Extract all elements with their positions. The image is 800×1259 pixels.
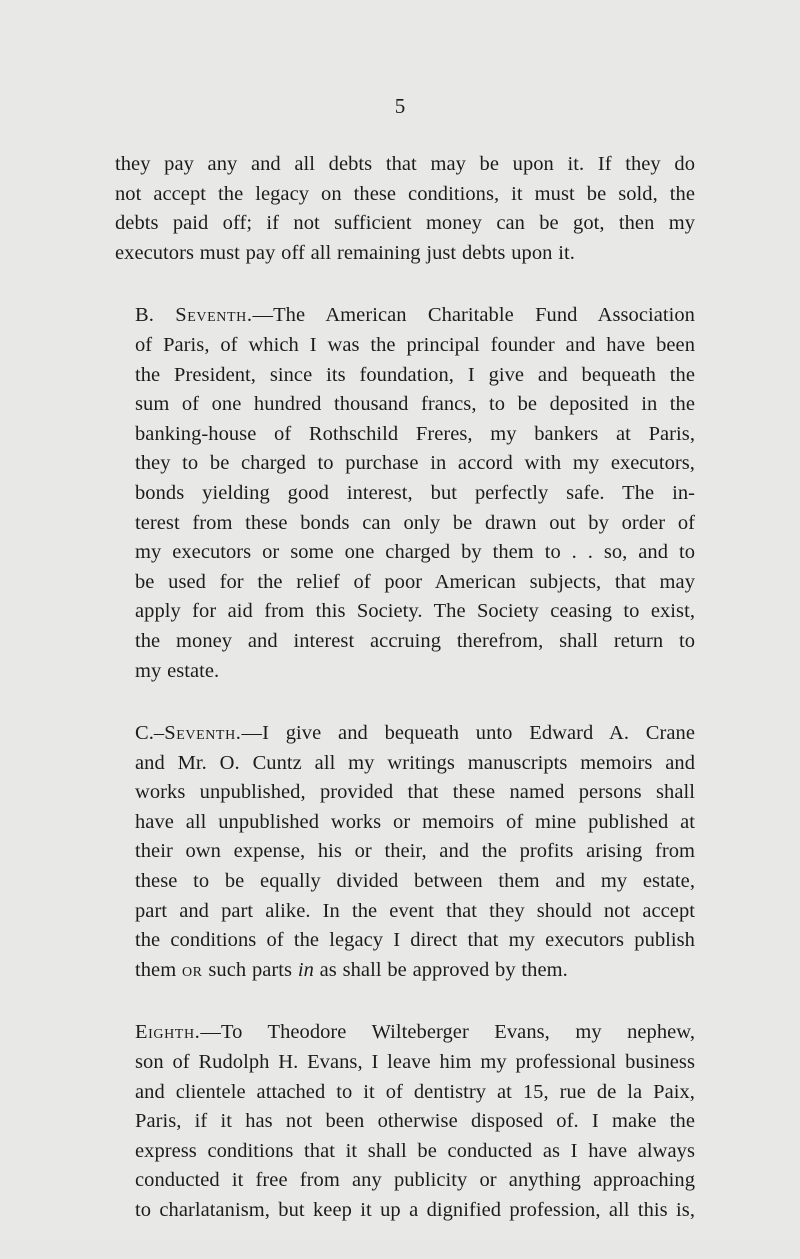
clause-text: —To Theodore Wilteberger Evans, my nephew,	[200, 1021, 695, 1044]
clause-heading: Eighth.	[135, 1021, 201, 1044]
clause-prefix: B.	[135, 304, 176, 327]
text-line: of Paris, of which I was the principal founder and have been	[135, 333, 695, 356]
text-line: terest from these bonds can only be drawn out by order of	[135, 511, 695, 534]
text-line	[115, 719, 695, 749]
text-line	[115, 956, 695, 986]
text-line: sum of one hundred thousand francs, to be deposited in the	[135, 393, 695, 416]
text-line: part and part alike. In the event that they should not accept	[135, 899, 695, 922]
text-line: apply for aid from this Society. The Society ceasing to exist,	[135, 600, 695, 623]
text-line: debts paid off; if not sufficient money can be got, then my	[115, 212, 695, 235]
text-line: these to be equally divided between them and my estate,	[135, 870, 695, 893]
text-line: to charlatanism, but keep it up a dignified profession, all this is,	[135, 1199, 695, 1221]
italic-word: in	[297, 958, 314, 981]
text-line: be used for the relief of poor American subjects, that may	[135, 570, 695, 593]
text-line: my estate.	[135, 659, 220, 682]
text-line: Paris, if it has not been otherwise disposed of. I make the	[135, 1110, 695, 1133]
text-line: banking-house of Rothschild Freres, my bankers at Paris,	[135, 422, 695, 445]
text-line	[115, 1018, 695, 1048]
text-line: bonds yielding good interest, but perfectly safe. The in-	[135, 481, 695, 504]
text-line: and clientele attached to it of dentistry at 15, rue de la Paix,	[135, 1080, 695, 1103]
text-fragment: such parts	[202, 958, 298, 981]
text-fragment: them	[135, 958, 182, 981]
paragraph-eighth	[115, 1018, 695, 1225]
text-line: the conditions of the legacy I direct that my executors publish	[135, 929, 695, 952]
text-line: they pay any and all debts that may be upon it. If they do	[115, 153, 695, 175]
text-line: my executors or some one charged by them to . . so, and to	[135, 541, 695, 564]
text-line: son of Rudolph H. Evans, I leave him my professional business	[135, 1051, 695, 1074]
body-text	[115, 150, 695, 1259]
text-line: conducted it free from any publicity or anything approaching	[135, 1169, 695, 1192]
clause-text: —I give and bequeath unto Edward A. Crane	[241, 722, 695, 745]
page-number: 5	[394, 94, 406, 118]
text-line: and Mr. O. Cuntz all my writings manuscripts memoirs and	[135, 751, 695, 774]
text-line: have all unpublished works or memoirs of mine published at	[135, 810, 695, 833]
paragraph-b-seventh	[115, 301, 695, 686]
paragraph-continuation	[115, 150, 695, 268]
text-line: not accept the legacy on these conditions, it must be sold, the	[115, 182, 695, 205]
text-line: the money and interest accruing therefrom, shall return to	[135, 629, 695, 652]
paragraph-c-seventh	[115, 719, 695, 985]
text-line: works unpublished, provided that these named persons shall	[135, 781, 695, 804]
text-line: their own expense, his or their, and the profits arising from	[135, 840, 695, 863]
clause-heading: Seventh.	[164, 722, 242, 745]
text-line: the President, since its foundation, I give and bequeath the	[135, 363, 695, 386]
text-line: executors must pay off all remaining just debts upon it.	[115, 241, 575, 264]
clause-prefix: C.–	[135, 722, 165, 745]
clause-text: —The American Charitable Fund Association	[252, 304, 695, 327]
text-line	[115, 301, 695, 331]
small-caps-word: or	[181, 958, 203, 981]
text-line: they to be charged to purchase in accord with my executors,	[135, 452, 695, 475]
text-line: express conditions that it shall be conducted as I have always	[135, 1139, 695, 1162]
clause-heading: Seventh.	[175, 304, 253, 327]
text-fragment: as shall be approved by them.	[313, 958, 568, 981]
